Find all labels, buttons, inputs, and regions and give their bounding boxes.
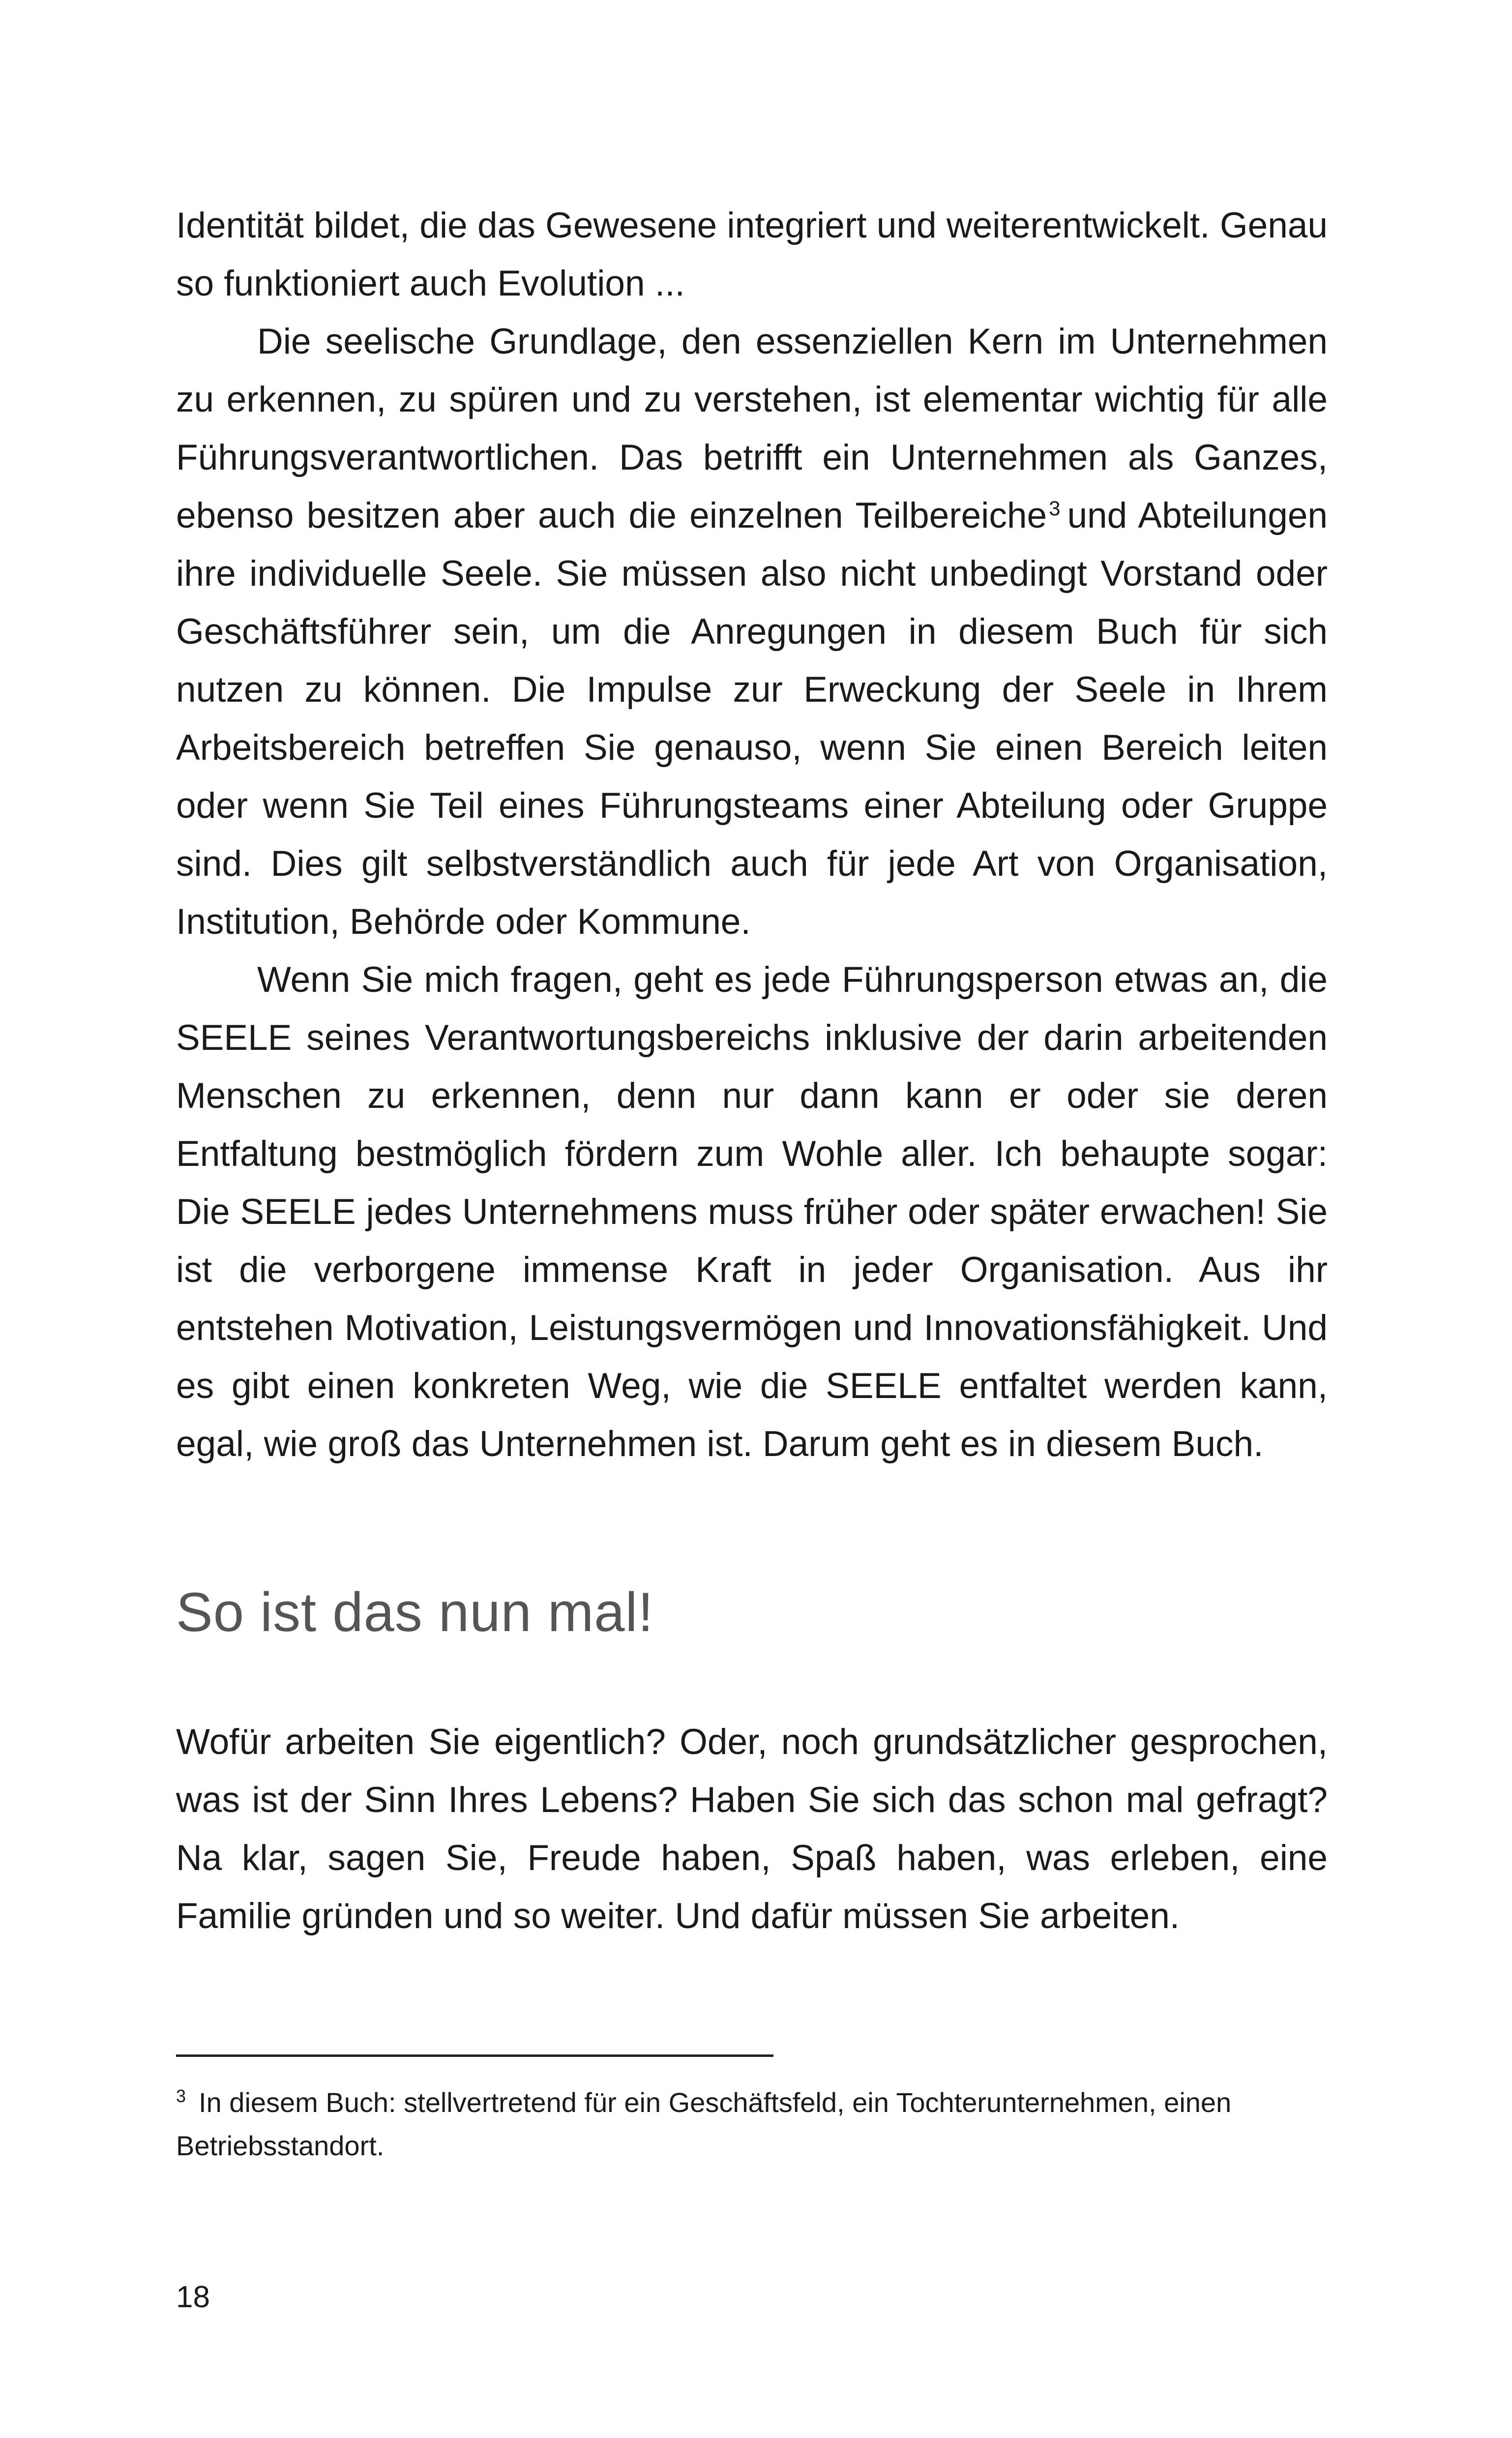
paragraph-2-text-a: Die seelische Grundlage, den essenziellen Kern im Unternehmen zu erkennen, zu spüren und zu verstehen, ist elementar wichtig für alle Führungsverantwortlichen. Das betrifft ein Unternehmen als Ganzes, ebenso besitzen aber auch die einzelnen Teilbereiche (176, 322, 1328, 535)
page-number: 18 (176, 2280, 210, 2314)
section-paragraph-1: Wofür arbeiten Sie eigentlich? Oder, noch grundsätzlicher gesprochen, was ist der Sinn Ihres Lebens? Haben Sie sich das schon mal gefragt? Na klar, sagen Sie, Freude haben, Spaß haben, was erleben, eine Familie gründen und so weiter. Und dafür müssen Sie arbeiten. (176, 1722, 1328, 1936)
paragraph-2-text-b: und Abteilungen ihre individuelle Seele. Sie müssen also nicht unbedingt Vorstand oder Geschäftsführer sein, um die Anregungen in diesem Buch für sich nutzen zu können. Die Impulse zur Erweckung der Seele in Ihrem Arbeitsbereich betreffen Sie genauso, wenn Sie einen Bereich leiten oder wenn Sie Teil eines Führungsteams einer Abteilung oder Gruppe sind. Dies gilt selbstverständlich auch für jede Art von Organisation, Institution, Behörde oder Kommune. (176, 496, 1328, 942)
footnote-marker: 3 (176, 2086, 186, 2107)
page-body (176, 197, 1328, 1945)
paragraph-1: Identität bildet, die das Gewesene integriert und weiterentwickelt. Genau so funktioniert auch Evolution ... (176, 206, 1328, 303)
footnote-divider (176, 2054, 773, 2057)
footnote (176, 2081, 1328, 2168)
footnote-text: In diesem Buch: stellvertretend für ein Geschäftsfeld, ein Tochterunternehmen, einen Betriebsstandort. (176, 2087, 1232, 2161)
paragraph-3: Wenn Sie mich fragen, geht es jede Führungsperson etwas an, die SEELE seines Verantwortungsbereichs inklusive der darin arbeitenden Menschen zu erkennen, denn nur dann kann er oder sie deren Entfaltung bestmöglich fördern zum Wohle aller. Ich behaupte sogar: Die SEELE jedes Unternehmens muss früher oder später erwachen! Sie ist die verborgene immense Kraft in jeder Organisation. Aus ihr entstehen Motivation, Leistungsvermögen und Innovationsfähigkeit. Und es gibt einen konkreten Weg, wie die SEELE entfaltet werden kann, egal, wie groß das Unternehmen ist. Darum geht es in diesem Buch. (176, 960, 1328, 1464)
section-heading: So ist das nun mal! (176, 1581, 654, 1643)
footnote-reference: 3 (1049, 496, 1061, 520)
paragraph-2 (176, 313, 1328, 951)
